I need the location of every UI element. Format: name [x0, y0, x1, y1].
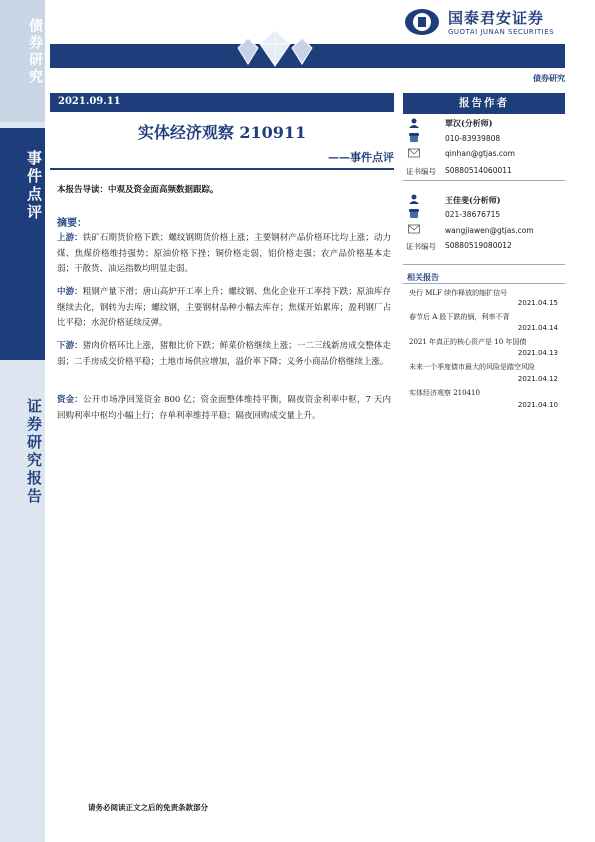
author-phone[interactable]: 010-83939808 — [445, 134, 501, 143]
cert-label: 证书编号 — [406, 167, 436, 176]
related-heading: 相关报告 — [407, 272, 439, 282]
summary-text: 粗钢产量下滑；唐山高炉开工率上升；螺纹钢、焦化企业开工率持下跌；原油库存继续去化，钢转为去库；螺纹钢，主要钢材品种小幅去库存；焦煤开始累库；盈利钢厂占比平稳；水泥价格延续反弹。 — [57, 287, 391, 328]
summary-label: 上游： — [57, 233, 83, 243]
date-bar — [50, 93, 394, 112]
related-report-date: 2021.04.15 — [517, 299, 558, 307]
related-report-date: 2021.04.13 — [517, 349, 558, 357]
author-cert: S0880514060011 — [445, 166, 512, 175]
author-divider — [403, 264, 565, 265]
author-phone[interactable]: 021-38676715 — [445, 210, 501, 219]
brand-name-cn: 国泰君安证券 — [448, 9, 545, 27]
author-cert: S0880519080012 — [445, 241, 512, 250]
summary-downstream — [57, 339, 391, 370]
report-guide — [57, 183, 219, 195]
related-report-date: 2021.04.14 — [517, 324, 558, 332]
author-email[interactable]: qinhan@gtjas.com — [445, 149, 515, 158]
summary-midstream — [57, 285, 391, 332]
summary-label: 资金： — [57, 395, 84, 405]
brand-name-en: GUOTAI JUNAN SECURITIES — [448, 28, 555, 36]
person-icon — [408, 118, 420, 128]
related-report-title[interactable]: 2021 年真正的核心资产是 10 年国债 — [409, 338, 527, 346]
author-divider — [403, 180, 565, 181]
sidebar-label-securities-report: 证券研究报告 — [25, 398, 43, 506]
summary-text: 公开市场净回笼资金 800 亿；资金面整体维持平衡，隔夜资金利率中枢，7 天内回购利率中枢均小幅上行；存单利率维持平稳；隔夜回购成交量上升。 — [57, 395, 391, 421]
related-report-title[interactable]: 未来一个季度债市最大的风险是踏空风险 — [409, 363, 535, 371]
author-name: 覃汉(分析师) — [445, 118, 493, 128]
related-report-title[interactable]: 春节后 A 股下跌的锅，利率不背 — [409, 313, 510, 321]
related-report-title[interactable]: 央行 MLF 续作释放的缩扩信号 — [409, 289, 508, 297]
email-icon — [408, 148, 420, 158]
report-date: 2021.09.11 — [58, 96, 121, 107]
related-report-date: 2021.04.12 — [517, 375, 558, 383]
diamond-decoration-icon — [230, 26, 320, 68]
cert-label: 证书编号 — [406, 242, 436, 251]
person-icon — [408, 194, 420, 204]
phone-icon — [408, 133, 420, 143]
email-icon — [408, 224, 420, 234]
summary-funding — [57, 393, 391, 424]
guide-text: 中观及资金面高频数据跟踪。 — [108, 185, 219, 195]
sidebar-label-event-review: 事件点评 — [25, 150, 43, 222]
author-name: 王佳斐(分析师) — [445, 195, 501, 205]
author-email[interactable]: wangjiawen@gtjas.com — [445, 226, 534, 235]
summary-text: 铁矿石期货价格下跌；螺纹钢期货价格上涨；主要钢材产品价格环比均上涨；动力煤、焦煤价格维持强势；原油价格下挫；铜价格走弱，铝价格走强；农产品价格基本走弱；干散货、油运指数均明显走弱。 — [57, 233, 391, 274]
disclaimer-note: 请务必阅读正文之后的免责条款部分 — [88, 803, 208, 812]
related-report-title[interactable]: 实体经济观察 210410 — [409, 389, 480, 397]
summary-label: 下游： — [57, 341, 83, 351]
authors-heading: 报告作者 — [403, 93, 565, 114]
related-divider — [403, 283, 565, 284]
summary-upstream — [57, 231, 391, 278]
report-title: 实体经济观察 210911 — [137, 123, 307, 142]
guide-label: 本报告导读： — [57, 185, 109, 195]
sidebar-label-bond-research: 债券研究 — [27, 18, 43, 86]
brand-logo-icon — [404, 8, 440, 36]
section-label: 债券研究 — [533, 73, 565, 83]
title-divider — [50, 168, 394, 170]
related-report-date: 2021.04.10 — [517, 401, 558, 409]
summary-text: 猪肉价格环比上涨，猪粮比价下跌；鲜菜价格继续上涨；一二三线新房成交整体走弱；二手房成交价格平稳；土地市场供应增加，溢价率下降；义务小商品价格继续上涨。 — [57, 341, 391, 367]
phone-icon — [408, 209, 420, 219]
report-subtitle: ——事件点评 — [328, 151, 394, 164]
summary-label: 中游： — [57, 287, 83, 297]
summary-heading: 摘要： — [57, 218, 87, 229]
